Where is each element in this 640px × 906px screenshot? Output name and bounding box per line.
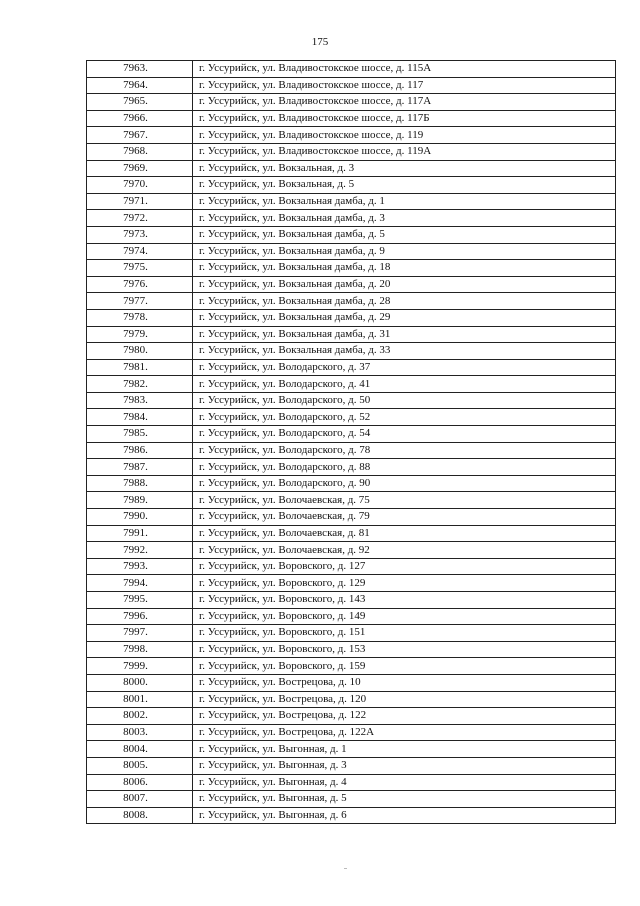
page-number: 175 bbox=[311, 36, 329, 48]
row-address: г. Уссурийск, ул. Выгонная, д. 1 bbox=[193, 741, 616, 758]
row-address: г. Уссурийск, ул. Вострецова, д. 122А bbox=[193, 724, 616, 741]
table-row bbox=[87, 226, 616, 243]
row-number: 8002. bbox=[87, 708, 193, 725]
row-number: 7998. bbox=[87, 641, 193, 658]
row-number: 7996. bbox=[87, 608, 193, 625]
row-address: г. Уссурийск, ул. Владивостокское шоссе, д. 117А bbox=[193, 94, 616, 111]
table-row bbox=[87, 293, 616, 310]
row-number: 7983. bbox=[87, 392, 193, 409]
table-row bbox=[87, 94, 616, 111]
table-row bbox=[87, 326, 616, 343]
table-row bbox=[87, 392, 616, 409]
scan-artifact bbox=[344, 868, 347, 869]
row-number: 7969. bbox=[87, 160, 193, 177]
row-address: г. Уссурийск, ул. Володарского, д. 37 bbox=[193, 359, 616, 376]
row-address: г. Уссурийск, ул. Вокзальная дамба, д. 33 bbox=[193, 343, 616, 360]
row-address: г. Уссурийск, ул. Вокзальная дамба, д. 29 bbox=[193, 309, 616, 326]
row-address: г. Уссурийск, ул. Вокзальная дамба, д. 31 bbox=[193, 326, 616, 343]
row-number: 7982. bbox=[87, 376, 193, 393]
row-address: г. Уссурийск, ул. Владивостокское шоссе, д. 117Б bbox=[193, 110, 616, 127]
table-row bbox=[87, 110, 616, 127]
row-address: г. Уссурийск, ул. Вокзальная дамба, д. 3 bbox=[193, 210, 616, 227]
row-address: г. Уссурийск, ул. Воровского, д. 127 bbox=[193, 558, 616, 575]
table-row bbox=[87, 625, 616, 642]
row-address: г. Уссурийск, ул. Вострецова, д. 122 bbox=[193, 708, 616, 725]
table-row bbox=[87, 542, 616, 559]
row-address: г. Уссурийск, ул. Володарского, д. 78 bbox=[193, 442, 616, 459]
table-row bbox=[87, 558, 616, 575]
row-address: г. Уссурийск, ул. Воровского, д. 153 bbox=[193, 641, 616, 658]
row-number: 7975. bbox=[87, 260, 193, 277]
row-number: 7989. bbox=[87, 492, 193, 509]
row-number: 7966. bbox=[87, 110, 193, 127]
row-address: г. Уссурийск, ул. Володарского, д. 54 bbox=[193, 426, 616, 443]
row-number: 7991. bbox=[87, 525, 193, 542]
row-number: 7978. bbox=[87, 309, 193, 326]
table-row bbox=[87, 807, 616, 824]
row-number: 7990. bbox=[87, 509, 193, 526]
table-row bbox=[87, 757, 616, 774]
row-number: 7968. bbox=[87, 143, 193, 160]
table-row bbox=[87, 260, 616, 277]
row-address: г. Уссурийск, ул. Волочаевская, д. 75 bbox=[193, 492, 616, 509]
row-number: 8008. bbox=[87, 807, 193, 824]
table-row bbox=[87, 525, 616, 542]
row-address: г. Уссурийск, ул. Воровского, д. 149 bbox=[193, 608, 616, 625]
row-address: г. Уссурийск, ул. Выгонная, д. 5 bbox=[193, 791, 616, 808]
row-number: 7997. bbox=[87, 625, 193, 642]
row-address: г. Уссурийск, ул. Вострецова, д. 120 bbox=[193, 691, 616, 708]
row-address: г. Уссурийск, ул. Владивостокское шоссе, д. 117 bbox=[193, 77, 616, 94]
row-number: 7977. bbox=[87, 293, 193, 310]
table-row bbox=[87, 641, 616, 658]
row-number: 7967. bbox=[87, 127, 193, 144]
row-address: г. Уссурийск, ул. Вострецова, д. 10 bbox=[193, 674, 616, 691]
row-number: 7971. bbox=[87, 193, 193, 210]
row-address: г. Уссурийск, ул. Владивостокское шоссе, д. 115А bbox=[193, 61, 616, 78]
table-row bbox=[87, 674, 616, 691]
row-number: 7988. bbox=[87, 475, 193, 492]
row-number: 7973. bbox=[87, 226, 193, 243]
table-row bbox=[87, 343, 616, 360]
row-number: 7995. bbox=[87, 592, 193, 609]
row-address: г. Уссурийск, ул. Выгонная, д. 4 bbox=[193, 774, 616, 791]
row-address: г. Уссурийск, ул. Вокзальная дамба, д. 5 bbox=[193, 226, 616, 243]
table-row bbox=[87, 210, 616, 227]
table-row bbox=[87, 708, 616, 725]
table-row bbox=[87, 741, 616, 758]
row-address: г. Уссурийск, ул. Воровского, д. 159 bbox=[193, 658, 616, 675]
row-address: г. Уссурийск, ул. Волочаевская, д. 79 bbox=[193, 509, 616, 526]
row-address: г. Уссурийск, ул. Вокзальная дамба, д. 28 bbox=[193, 293, 616, 310]
table-row bbox=[87, 309, 616, 326]
row-address: г. Уссурийск, ул. Володарского, д. 90 bbox=[193, 475, 616, 492]
table-row bbox=[87, 774, 616, 791]
table-row bbox=[87, 127, 616, 144]
table-row bbox=[87, 143, 616, 160]
row-address: г. Уссурийск, ул. Выгонная, д. 6 bbox=[193, 807, 616, 824]
row-number: 7985. bbox=[87, 426, 193, 443]
table-row bbox=[87, 61, 616, 78]
row-address: г. Уссурийск, ул. Володарского, д. 50 bbox=[193, 392, 616, 409]
table-row bbox=[87, 608, 616, 625]
row-number: 8004. bbox=[87, 741, 193, 758]
table-row bbox=[87, 575, 616, 592]
row-number: 7979. bbox=[87, 326, 193, 343]
row-number: 8007. bbox=[87, 791, 193, 808]
table-row bbox=[87, 359, 616, 376]
table-row bbox=[87, 691, 616, 708]
address-table bbox=[86, 60, 616, 824]
table-row bbox=[87, 243, 616, 260]
row-number: 8005. bbox=[87, 757, 193, 774]
row-address: г. Уссурийск, ул. Володарского, д. 41 bbox=[193, 376, 616, 393]
row-address: г. Уссурийск, ул. Воровского, д. 143 bbox=[193, 592, 616, 609]
table-row bbox=[87, 658, 616, 675]
row-address: г. Уссурийск, ул. Волочаевская, д. 81 bbox=[193, 525, 616, 542]
table-row bbox=[87, 160, 616, 177]
row-number: 7987. bbox=[87, 459, 193, 476]
row-address: г. Уссурийск, ул. Владивостокское шоссе, д. 119А bbox=[193, 143, 616, 160]
table-row bbox=[87, 459, 616, 476]
table-row bbox=[87, 177, 616, 194]
row-number: 7972. bbox=[87, 210, 193, 227]
row-number: 7986. bbox=[87, 442, 193, 459]
row-address: г. Уссурийск, ул. Воровского, д. 151 bbox=[193, 625, 616, 642]
row-address: г. Уссурийск, ул. Выгонная, д. 3 bbox=[193, 757, 616, 774]
table-row bbox=[87, 376, 616, 393]
row-address: г. Уссурийск, ул. Володарского, д. 88 bbox=[193, 459, 616, 476]
row-number: 7994. bbox=[87, 575, 193, 592]
row-number: 8001. bbox=[87, 691, 193, 708]
row-address: г. Уссурийск, ул. Вокзальная дамба, д. 18 bbox=[193, 260, 616, 277]
table-row bbox=[87, 276, 616, 293]
address-table-body bbox=[87, 61, 616, 824]
table-row bbox=[87, 193, 616, 210]
row-number: 8006. bbox=[87, 774, 193, 791]
table-row bbox=[87, 724, 616, 741]
table-row bbox=[87, 426, 616, 443]
row-number: 7970. bbox=[87, 177, 193, 194]
row-address: г. Уссурийск, ул. Владивостокское шоссе, д. 119 bbox=[193, 127, 616, 144]
table-row bbox=[87, 592, 616, 609]
row-number: 8000. bbox=[87, 674, 193, 691]
row-address: г. Уссурийск, ул. Вокзальная дамба, д. 1 bbox=[193, 193, 616, 210]
row-number: 7964. bbox=[87, 77, 193, 94]
row-number: 7965. bbox=[87, 94, 193, 111]
table-row bbox=[87, 509, 616, 526]
row-address: г. Уссурийск, ул. Волочаевская, д. 92 bbox=[193, 542, 616, 559]
row-number: 7980. bbox=[87, 343, 193, 360]
row-number: 7984. bbox=[87, 409, 193, 426]
row-address: г. Уссурийск, ул. Вокзальная, д. 3 bbox=[193, 160, 616, 177]
table-row bbox=[87, 475, 616, 492]
row-address: г. Уссурийск, ул. Воровского, д. 129 bbox=[193, 575, 616, 592]
row-number: 8003. bbox=[87, 724, 193, 741]
row-number: 7974. bbox=[87, 243, 193, 260]
row-address: г. Уссурийск, ул. Вокзальная, д. 5 bbox=[193, 177, 616, 194]
row-number: 7981. bbox=[87, 359, 193, 376]
row-address: г. Уссурийск, ул. Вокзальная дамба, д. 9 bbox=[193, 243, 616, 260]
row-number: 7963. bbox=[87, 61, 193, 78]
table-row bbox=[87, 492, 616, 509]
row-number: 7976. bbox=[87, 276, 193, 293]
row-number: 7992. bbox=[87, 542, 193, 559]
row-number: 7999. bbox=[87, 658, 193, 675]
table-row bbox=[87, 791, 616, 808]
table-row bbox=[87, 77, 616, 94]
row-address: г. Уссурийск, ул. Володарского, д. 52 bbox=[193, 409, 616, 426]
row-address: г. Уссурийск, ул. Вокзальная дамба, д. 20 bbox=[193, 276, 616, 293]
table-row bbox=[87, 409, 616, 426]
table-row bbox=[87, 442, 616, 459]
row-number: 7993. bbox=[87, 558, 193, 575]
